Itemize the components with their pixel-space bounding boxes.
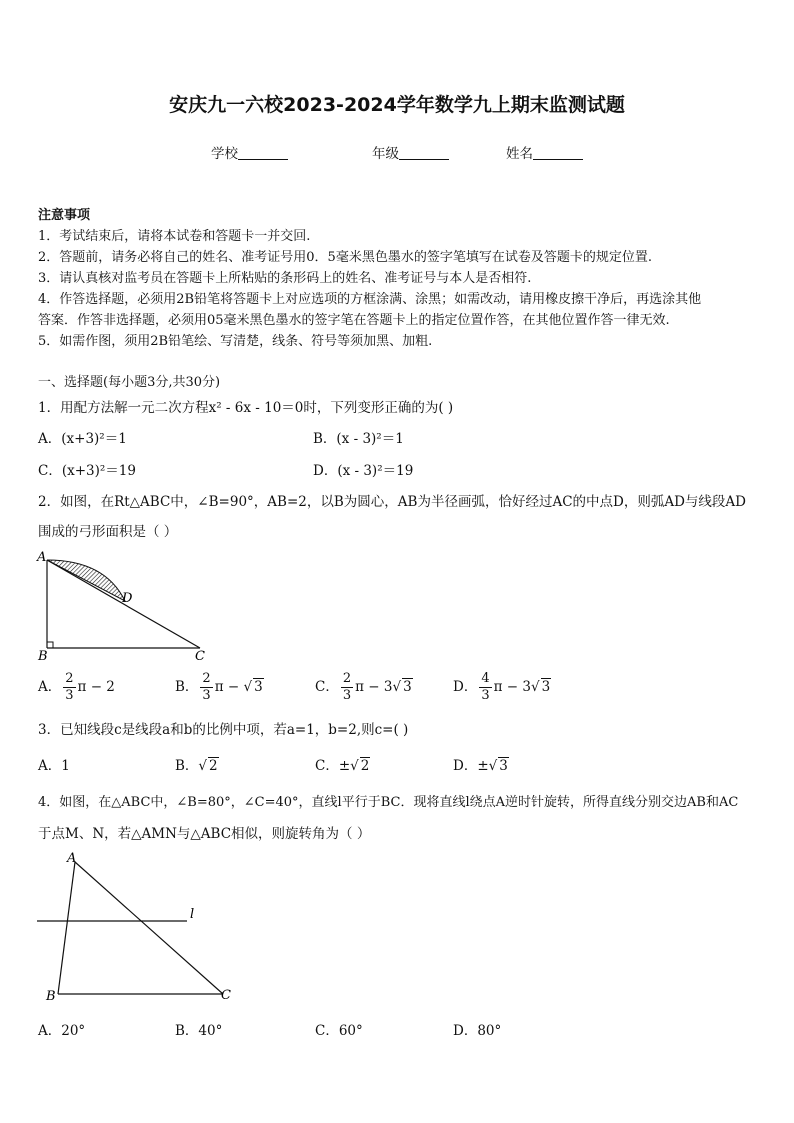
q2-option-b: B． $\frac{2}{3}$ π − √ 3 xyxy=(175,671,263,703)
label-l: l xyxy=(190,907,195,922)
q3-option-d: D．±√ 3 xyxy=(453,758,508,774)
question-1-stem: 1．用配方法解一元二次方程x² - 6x - 10＝0时，下列变形正确的为( ) xyxy=(38,400,454,416)
page-title: 安庆九一六校2023-2024学年数学九上期末监测试题 xyxy=(169,94,625,116)
note-item: 1．考试结束后，请将本试卷和答题卡一并交回. xyxy=(38,229,311,244)
label-c: C xyxy=(221,988,231,1003)
side-ac xyxy=(75,862,223,994)
q1-option-a: A．(x+3)²＝1 xyxy=(38,431,127,447)
name-label: 姓名 xyxy=(506,146,533,162)
side-ab xyxy=(58,862,75,994)
note-item: 答案．作答非选择题，必须用05毫米黑色墨水的签字笔在答题卡上的指定位置作答，在其他位置作答一律无效. xyxy=(38,313,670,328)
grade-blank xyxy=(399,147,449,160)
q2-figure xyxy=(30,548,220,670)
q4-option-d: D．80° xyxy=(453,1023,502,1039)
q2-option-d: D． $\frac{4}{3}$ π − 3√ 3 xyxy=(453,671,551,703)
q2-option-c: C． $\frac{2}{3}$ π − 3√ 3 xyxy=(315,671,412,703)
note-item: 3．请认真核对监考员在答题卡上所粘贴的条形码上的姓名、准考证号与本人是否相符. xyxy=(38,271,532,286)
q4-option-b: B．40° xyxy=(175,1023,223,1039)
note-item: 5．如需作图，须用2B铅笔绘、写清楚，线条、符号等须加黑、加粗. xyxy=(38,334,433,349)
question-4-line1: 4．如图，在△ABC中，∠B=80°，∠C=40°，直线l平行于BC．现将直线l绕点A逆时针旋转，所得直线分别交边AB和AC xyxy=(38,795,739,810)
name-blank xyxy=(533,147,583,160)
school-label: 学校 xyxy=(211,146,238,162)
q1-option-d: D．(x - 3)²＝19 xyxy=(313,463,414,479)
question-3-stem: 3．已知线段c是线段a和b的比例中项，若a=1，b=2,则c=( ) xyxy=(38,722,409,738)
label-b: B xyxy=(38,649,48,664)
question-2-line2: 围成的弓形面积是（ ） xyxy=(38,524,178,540)
q4-option-a: A．20° xyxy=(38,1023,86,1039)
notes-heading: 注意事项 xyxy=(38,208,91,223)
label-a: A xyxy=(67,851,77,866)
question-2-line1: 2．如图，在Rt△ABC中，∠B=90°，AB=2，以B为圆心，AB为半径画弧，恰好经过AC的中点D，则弧AD与线段AD xyxy=(38,494,746,510)
note-item: 2．答题前，请务必将自己的姓名、准考证号用0．5毫米黑色墨水的签字笔填写在试卷及答题卡的规定位置. xyxy=(38,250,652,265)
q3-option-a: A．1 xyxy=(38,758,70,774)
label-d: D xyxy=(122,591,133,606)
section-heading: 一、选择题(每小题3分,共30分) xyxy=(38,375,221,390)
note-item: 4．作答选择题，必须用2B铅笔将答题卡上对应选项的方框涂满、涂黑；如需改动，请用橡皮擦干净后，再选涂其他 xyxy=(38,292,702,307)
q1-option-b: B．(x - 3)²＝1 xyxy=(313,431,404,447)
school-field xyxy=(211,142,288,162)
name-field xyxy=(506,142,583,162)
q1-option-c: C．(x+3)²＝19 xyxy=(38,463,136,479)
q4-figure xyxy=(30,848,245,1008)
question-4-line2: 于点M、N，若△AMN与△ABC相似，则旋转角为（ ） xyxy=(38,826,371,842)
label-a: A xyxy=(37,550,47,565)
q4-option-c: C．60° xyxy=(315,1023,363,1039)
q3-option-b: B．√ 2 xyxy=(175,758,218,774)
grade-label: 年级 xyxy=(372,146,399,162)
right-angle-mark xyxy=(47,642,53,648)
label-b: B xyxy=(46,989,56,1004)
label-c: C xyxy=(195,649,205,664)
q2-option-a: A． $\frac{2}{3}$ π − 2 xyxy=(38,671,115,703)
grade-field xyxy=(372,142,449,162)
q3-option-c: C．±√ 2 xyxy=(315,758,370,774)
school-blank xyxy=(238,147,288,160)
